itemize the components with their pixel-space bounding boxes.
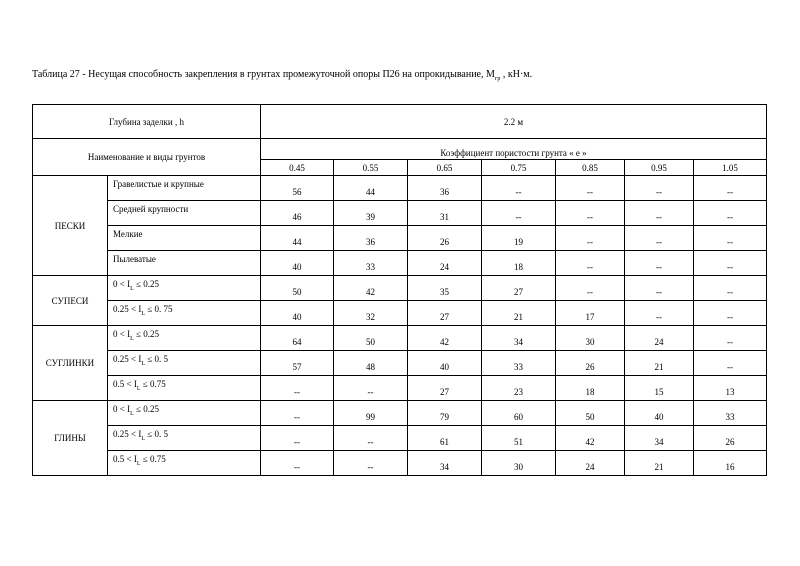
cell-value: -- <box>515 212 522 222</box>
cell-value: 24 <box>440 262 449 272</box>
value-cell <box>556 401 625 426</box>
value-cell <box>482 276 556 301</box>
cell-value: 26 <box>440 237 449 247</box>
value-cell <box>694 326 767 351</box>
cell-value: -- <box>727 237 733 247</box>
soil-subtype-cell <box>108 201 261 226</box>
cell-value: -- <box>294 437 300 447</box>
soil-subtype-cell <box>108 176 261 201</box>
cell-value: 27 <box>440 312 449 322</box>
value-cell <box>334 201 408 226</box>
value-cell <box>625 201 694 226</box>
cell-value: 19 <box>514 237 523 247</box>
cell-value: -- <box>294 462 300 472</box>
value-cell <box>334 401 408 426</box>
value-cell <box>334 176 408 201</box>
caption-subscript: гр <box>494 76 501 82</box>
condition-suffix: ≤ 0. 5 <box>145 429 168 439</box>
cell-value: 36 <box>440 187 449 197</box>
value-cell <box>261 376 334 401</box>
value-cell <box>408 276 482 301</box>
condition-subscript: L <box>141 310 145 317</box>
cell-value: 42 <box>585 437 595 447</box>
cell-value: 30 <box>514 462 523 472</box>
value-cell <box>482 401 556 426</box>
cell-value: 60 <box>514 412 523 422</box>
value-cell <box>625 351 694 376</box>
cell-value: 50 <box>585 412 595 422</box>
value-cell <box>261 451 334 476</box>
value-cell <box>694 226 767 251</box>
value-cell <box>408 351 482 376</box>
cell-value: 64 <box>292 337 302 347</box>
cell-value: 42 <box>440 337 449 347</box>
soil-subtype-cell <box>108 326 261 351</box>
porosity-coef-cell: 0.95 <box>625 160 694 176</box>
value-cell <box>556 376 625 401</box>
cell-value: -- <box>727 337 733 347</box>
condition-suffix: ≤ 0.25 <box>133 329 159 339</box>
value-cell <box>408 426 482 451</box>
liquidity-condition <box>108 304 260 317</box>
porosity-coef-cell: 0.85 <box>556 160 625 176</box>
cell-value: -- <box>727 287 733 297</box>
cell-value: 99 <box>366 412 375 422</box>
cell-value: -- <box>587 237 593 247</box>
value-cell <box>625 276 694 301</box>
cell-value: -- <box>367 462 374 472</box>
liquidity-condition <box>108 379 260 392</box>
value-cell <box>334 376 408 401</box>
porosity-coef-cell: 0.45 <box>261 160 334 176</box>
cell-value: 18 <box>514 262 523 272</box>
value-cell <box>261 426 334 451</box>
depth-row <box>33 105 767 139</box>
value-cell <box>334 251 408 276</box>
cell-value: 40 <box>440 362 449 372</box>
table-caption <box>32 69 532 82</box>
cell-value: 40 <box>654 412 664 422</box>
value-cell <box>556 451 625 476</box>
value-cell <box>694 176 767 201</box>
value-cell <box>625 251 694 276</box>
value-cell <box>482 326 556 351</box>
condition-suffix: ≤ 0.75 <box>140 379 166 389</box>
cell-value: 34 <box>654 437 664 447</box>
value-cell <box>408 401 482 426</box>
value-cell <box>625 326 694 351</box>
condition-prefix: 0.25 < I <box>113 304 142 314</box>
table-row <box>33 326 767 351</box>
cell-value: 79 <box>440 412 449 422</box>
value-cell <box>334 451 408 476</box>
table-row <box>33 351 767 376</box>
cell-value: 21 <box>654 362 664 372</box>
cell-value: 33 <box>725 412 735 422</box>
header-row <box>33 139 767 160</box>
cell-value: -- <box>587 212 593 222</box>
soil-type-header: Наименование и виды грунтов <box>33 139 261 176</box>
condition-prefix: 0.5 < I <box>113 379 137 389</box>
cell-value: 56 <box>292 187 302 197</box>
cell-value: 40 <box>292 312 302 322</box>
value-cell <box>408 376 482 401</box>
cell-value: 18 <box>585 387 595 397</box>
cell-value: -- <box>727 212 733 222</box>
cell-value: 13 <box>725 387 735 397</box>
cell-value: 34 <box>440 462 449 472</box>
cell-value: 27 <box>514 287 523 297</box>
cell-value: 33 <box>514 362 523 372</box>
soil-subtype-label: Средней крупности <box>113 204 189 214</box>
condition-prefix: 0.5 < I <box>113 454 137 464</box>
value-cell <box>261 401 334 426</box>
cell-value: 21 <box>654 462 664 472</box>
bearing-capacity-table <box>32 104 767 476</box>
cell-value: 26 <box>585 362 595 372</box>
value-cell <box>694 351 767 376</box>
value-cell <box>556 426 625 451</box>
condition-subscript: L <box>141 435 145 442</box>
soil-group-name: ПЕСКИ <box>33 176 108 276</box>
table-row <box>33 376 767 401</box>
cell-value: 44 <box>366 187 375 197</box>
value-cell <box>261 351 334 376</box>
cell-value: -- <box>294 387 300 397</box>
table-row <box>33 426 767 451</box>
value-cell <box>334 276 408 301</box>
porosity-coef-cell: 1.05 <box>694 160 767 176</box>
soil-subtype-label: Пылеватые <box>113 254 156 264</box>
value-cell <box>261 226 334 251</box>
value-cell <box>261 276 334 301</box>
value-cell <box>408 251 482 276</box>
value-cell <box>408 451 482 476</box>
cell-value: -- <box>515 187 522 197</box>
porosity-coef-cell: 0.65 <box>408 160 482 176</box>
soil-subtype-cell <box>108 401 261 426</box>
value-cell <box>556 251 625 276</box>
cell-value: -- <box>587 262 593 272</box>
soil-subtype-cell <box>108 301 261 326</box>
cell-value: 48 <box>366 362 375 372</box>
value-cell <box>334 426 408 451</box>
value-cell <box>261 301 334 326</box>
cell-value: 31 <box>440 212 449 222</box>
cell-value: 33 <box>366 262 375 272</box>
cell-value: -- <box>727 312 733 322</box>
value-cell <box>482 176 556 201</box>
condition-subscript: L <box>130 410 134 417</box>
condition-prefix: 0 < I <box>113 404 131 414</box>
cell-value: 32 <box>366 312 375 322</box>
value-cell <box>625 226 694 251</box>
soil-subtype-cell <box>108 276 261 301</box>
depth-label: Глубина заделки , h <box>33 105 261 139</box>
value-cell <box>556 351 625 376</box>
value-cell <box>408 201 482 226</box>
condition-subscript: L <box>130 285 134 292</box>
condition-suffix: ≤ 0.25 <box>133 404 159 414</box>
condition-subscript: L <box>136 460 141 467</box>
cell-value: -- <box>656 187 662 197</box>
value-cell <box>694 301 767 326</box>
cell-value: 39 <box>366 212 375 222</box>
caption-text: Таблица 27 - Несущая способность закрепления в грунтах промежуточной опоры П26 на опрокидывание, М <box>32 69 495 80</box>
cell-value: 61 <box>440 437 449 447</box>
soil-subtype-cell <box>108 426 261 451</box>
condition-suffix: ≤ 0. 75 <box>145 304 173 314</box>
table-row <box>33 201 767 226</box>
value-cell <box>694 376 767 401</box>
cell-value: 44 <box>292 237 302 247</box>
soil-subtype-cell <box>108 451 261 476</box>
value-cell <box>261 251 334 276</box>
caption-units: , кН·м. <box>500 69 533 80</box>
porosity-header: Коэффициент пористости грунта « e » <box>261 139 767 160</box>
cell-value: 46 <box>292 212 302 222</box>
condition-suffix: ≤ 0.75 <box>140 454 166 464</box>
value-cell <box>694 426 767 451</box>
condition-subscript: L <box>130 335 134 342</box>
soil-subtype-cell <box>108 376 261 401</box>
condition-prefix: 0.25 < I <box>113 354 142 364</box>
liquidity-condition <box>108 404 260 417</box>
value-cell <box>334 351 408 376</box>
cell-value: 40 <box>292 262 302 272</box>
value-cell <box>556 176 625 201</box>
table-row <box>33 451 767 476</box>
value-cell <box>482 251 556 276</box>
cell-value: 42 <box>366 287 375 297</box>
cell-value: 15 <box>654 387 664 397</box>
cell-value: 27 <box>440 387 449 397</box>
cell-value: 51 <box>514 437 523 447</box>
table-row <box>33 251 767 276</box>
cell-value: 35 <box>440 287 449 297</box>
cell-value: -- <box>656 287 662 297</box>
value-cell <box>694 251 767 276</box>
condition-prefix: 0.25 < I <box>113 429 142 439</box>
value-cell <box>694 201 767 226</box>
condition-subscript: L <box>141 360 145 367</box>
cell-value: 23 <box>514 387 523 397</box>
table-row <box>33 226 767 251</box>
value-cell <box>261 201 334 226</box>
cell-value: -- <box>727 262 733 272</box>
cell-value: -- <box>367 437 374 447</box>
condition-suffix: ≤ 0. 5 <box>145 354 168 364</box>
value-cell <box>334 226 408 251</box>
value-cell <box>625 426 694 451</box>
liquidity-condition <box>108 354 260 367</box>
cell-value: -- <box>587 187 593 197</box>
soil-group-name: СУГЛИНКИ <box>33 326 108 401</box>
cell-value: -- <box>727 362 733 372</box>
condition-prefix: 0 < I <box>113 279 131 289</box>
cell-value: 36 <box>366 237 375 247</box>
cell-value: -- <box>656 212 662 222</box>
value-cell <box>556 201 625 226</box>
table-row <box>33 276 767 301</box>
value-cell <box>408 301 482 326</box>
soil-subtype-label: Мелкие <box>113 229 143 239</box>
condition-prefix: 0 < I <box>113 329 131 339</box>
value-cell <box>482 376 556 401</box>
value-cell <box>408 176 482 201</box>
value-cell <box>556 276 625 301</box>
cell-value: -- <box>656 262 662 272</box>
condition-subscript: L <box>136 385 141 392</box>
value-cell <box>625 301 694 326</box>
soil-subtype-label: Гравелистые и крупные <box>113 179 204 189</box>
value-cell <box>408 326 482 351</box>
cell-value: 57 <box>292 362 302 372</box>
value-cell <box>694 276 767 301</box>
cell-value: 16 <box>725 462 735 472</box>
soil-group-name: ГЛИНЫ <box>33 401 108 476</box>
value-cell <box>482 226 556 251</box>
value-cell <box>556 226 625 251</box>
cell-value: -- <box>727 187 733 197</box>
value-cell <box>261 176 334 201</box>
cell-value: 17 <box>585 312 595 322</box>
value-cell <box>556 301 625 326</box>
porosity-coef-cell: 0.55 <box>334 160 408 176</box>
cell-value: 26 <box>725 437 735 447</box>
value-cell <box>482 201 556 226</box>
condition-suffix: ≤ 0.25 <box>133 279 159 289</box>
value-cell <box>625 176 694 201</box>
soil-subtype-cell <box>108 226 261 251</box>
table-row <box>33 301 767 326</box>
value-cell <box>408 226 482 251</box>
soil-subtype-cell <box>108 251 261 276</box>
table-row <box>33 401 767 426</box>
liquidity-condition <box>108 329 260 342</box>
liquidity-condition <box>108 454 260 467</box>
cell-value: -- <box>656 237 662 247</box>
table-row <box>33 176 767 201</box>
value-cell <box>694 451 767 476</box>
depth-value: 2.2 м <box>261 105 767 139</box>
value-cell <box>625 376 694 401</box>
cell-value: 50 <box>366 337 375 347</box>
cell-value: 34 <box>514 337 523 347</box>
value-cell <box>482 451 556 476</box>
value-cell <box>482 351 556 376</box>
value-cell <box>625 401 694 426</box>
value-cell <box>694 401 767 426</box>
liquidity-condition <box>108 279 260 292</box>
cell-value: -- <box>656 312 662 322</box>
liquidity-condition <box>108 429 260 442</box>
cell-value: 21 <box>514 312 523 322</box>
value-cell <box>261 326 334 351</box>
cell-value: 24 <box>585 462 595 472</box>
value-cell <box>482 301 556 326</box>
soil-subtype-cell <box>108 351 261 376</box>
value-cell <box>482 426 556 451</box>
cell-value: -- <box>294 412 300 422</box>
cell-value: -- <box>587 287 593 297</box>
value-cell <box>556 326 625 351</box>
porosity-coef-cell: 0.75 <box>482 160 556 176</box>
value-cell <box>334 326 408 351</box>
soil-group-name: СУПЕСИ <box>33 276 108 326</box>
cell-value: 30 <box>585 337 595 347</box>
value-cell <box>625 451 694 476</box>
cell-value: -- <box>367 387 374 397</box>
cell-value: 50 <box>292 287 302 297</box>
value-cell <box>334 301 408 326</box>
cell-value: 24 <box>654 337 664 347</box>
